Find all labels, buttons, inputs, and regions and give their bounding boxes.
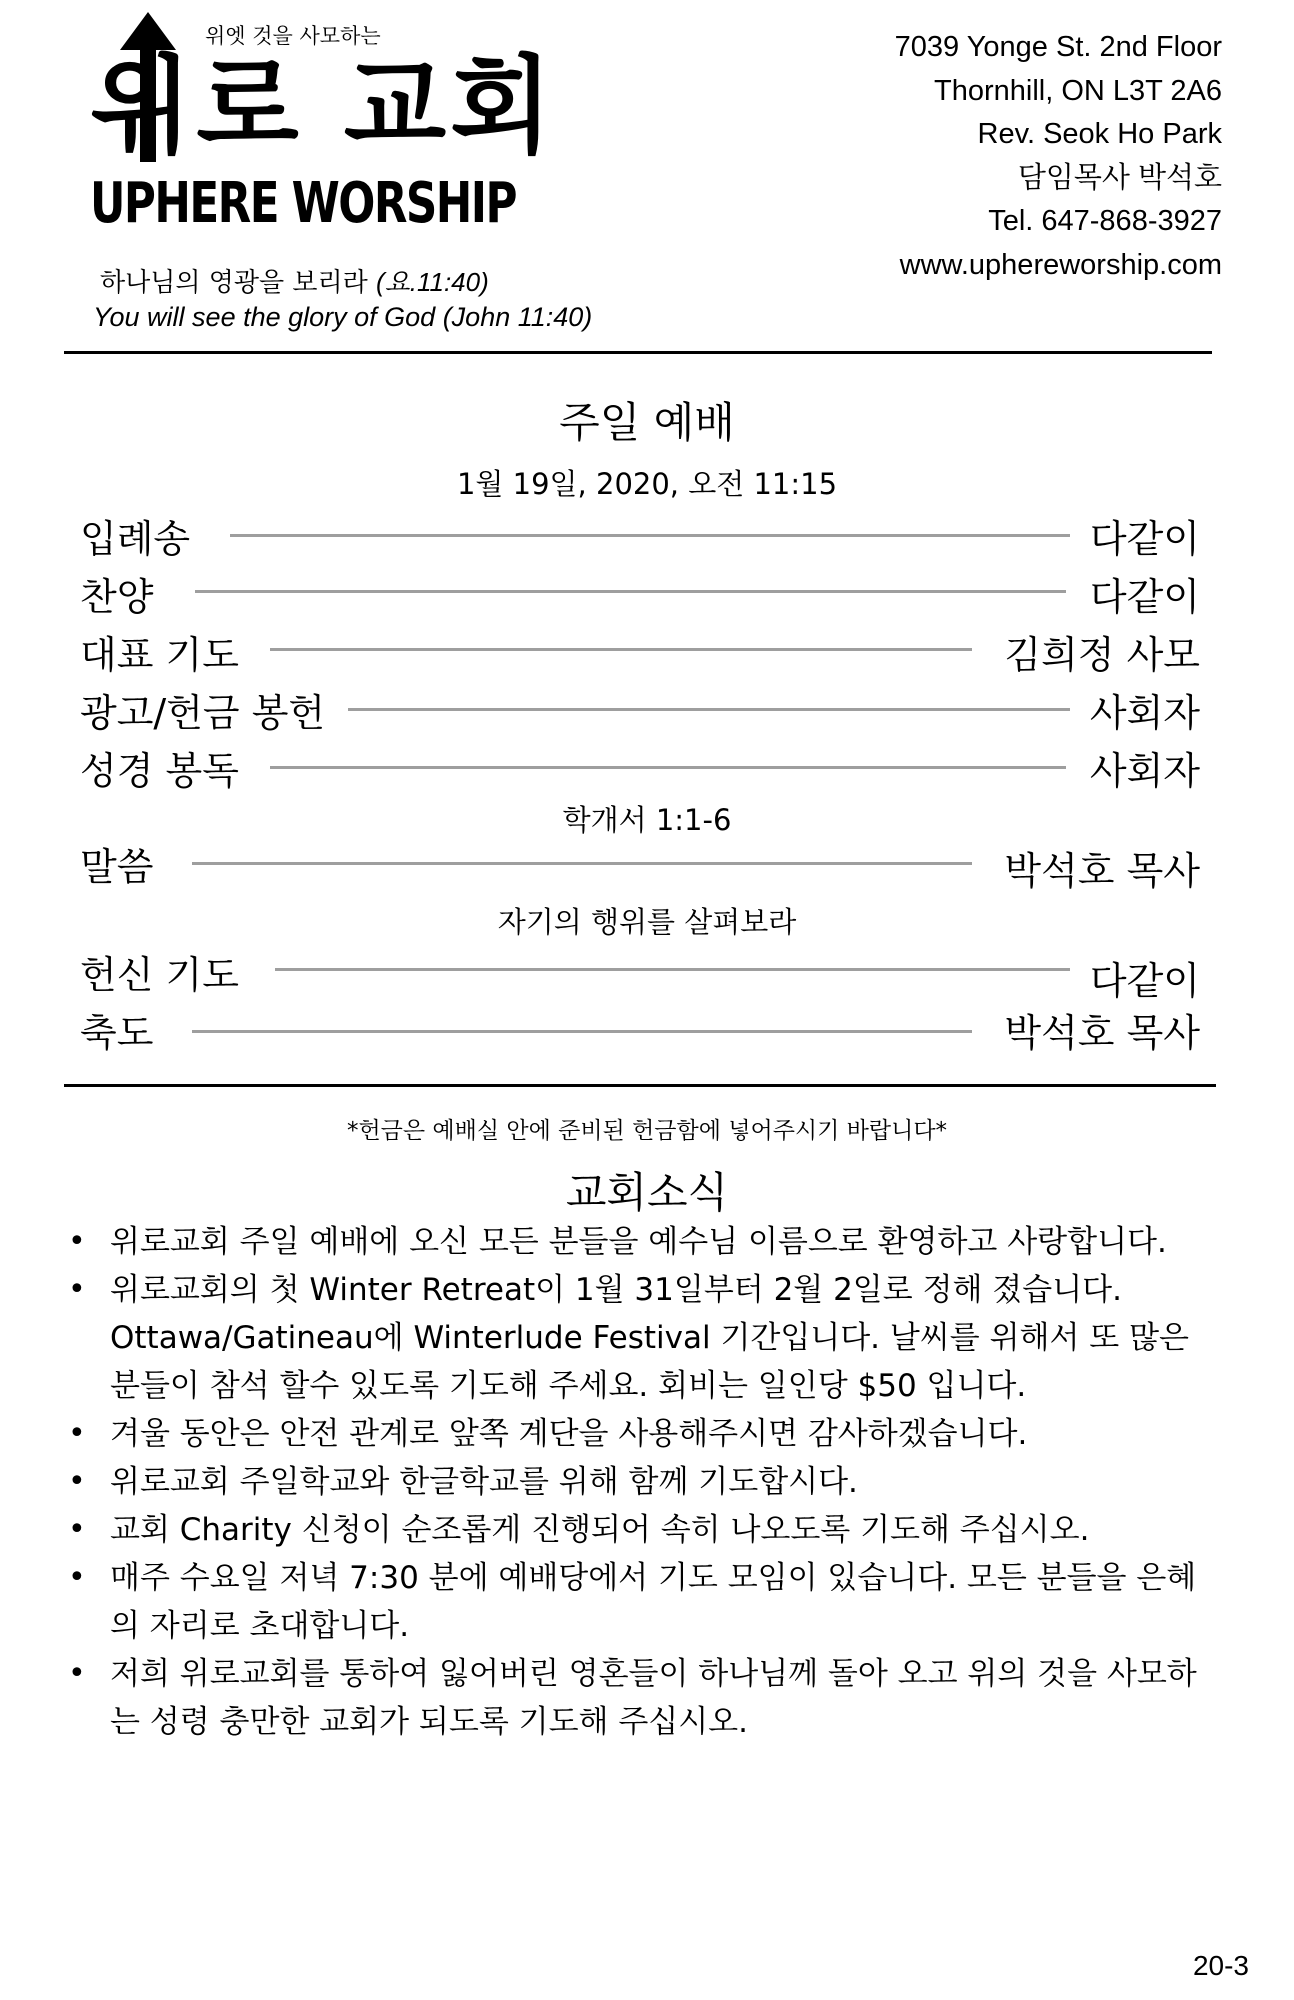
order-leader: 사회자 <box>1089 691 1200 735</box>
logo-korean: 위로 교회 <box>90 45 557 168</box>
header-divider <box>64 351 1212 354</box>
order-leader: 다같이 <box>1089 517 1200 561</box>
dotted-leader <box>275 968 1070 971</box>
dotted-leader <box>270 648 972 651</box>
order-row <box>80 944 1200 1003</box>
order-item: 광고/헌금 봉헌 <box>80 691 326 735</box>
order-leader: 박석호 목사 <box>1004 1011 1200 1055</box>
scripture-reference: 학개서 1:1-6 <box>562 803 732 837</box>
order-item: 헌신 기도 <box>80 953 239 997</box>
order-leader: 다같이 <box>1089 959 1200 1003</box>
news-item: • 매주 수요일 저녁 7:30 분에 예배당에서 기도 모임이 있습니다. 모든 분들을 은혜의 자리로 초대합니다. <box>66 1554 1226 1650</box>
dotted-leader <box>195 590 1066 593</box>
news-list <box>66 1218 1226 1746</box>
sermon-title: 자기의 행위를 살펴보라 <box>497 905 797 939</box>
service-datetime: 1월 19일, 2020, 오전 11:15 <box>456 467 838 501</box>
order-item: 찬양 <box>80 575 154 619</box>
order-row <box>80 1002 1200 1055</box>
service-title: 주일 예배 <box>559 398 735 447</box>
dotted-leader <box>230 534 1070 537</box>
news-item: • 겨울 동안은 안전 관계로 앞쪽 계단을 사용해주시면 감사하겠습니다. <box>66 1410 1226 1458</box>
theme-verse-korean-ref: (요.11:40) <box>375 267 489 297</box>
dotted-leader <box>270 766 1066 769</box>
address-line-street: 7039 Yonge St. 2nd Floor <box>894 31 1222 63</box>
news-title: 교회소식 <box>565 1168 729 1217</box>
offering-notice: *헌금은 예배실 안에 준비된 헌금함에 넣어주시기 바랍니다* <box>346 1118 948 1144</box>
order-row <box>80 624 1200 677</box>
church-address <box>895 26 1222 287</box>
news-item: • 위로교회 주일 예배에 오신 모든 분들을 예수님 이름으로 환영하고 사랑합니다. <box>66 1218 1226 1266</box>
address-line-city: Thornhill, ON L3T 2A6 <box>934 74 1222 107</box>
page-number: 20-3 <box>1192 1950 1249 1981</box>
tagline: 위엣 것을 사모하는 <box>205 24 381 48</box>
theme-verse-english: You will see the glory of God (John 11:40) <box>93 302 593 332</box>
order-item: 입례송 <box>80 517 191 561</box>
news-item: • 저희 위로교회를 통하여 잃어버린 영혼들이 하나님께 돌아 오고 위의 것을 사모하는 성령 충만한 교회가 되도록 기도해 주십시오. <box>66 1650 1226 1746</box>
order-divider <box>64 1084 1216 1087</box>
logo-english: UPHERE WORSHIP <box>90 171 516 236</box>
news-item: • 교회 Charity 신청이 순조롭게 진행되어 속히 나오도록 기도해 주십시오. <box>66 1506 1226 1554</box>
order-item: 대표 기도 <box>80 633 239 677</box>
address-line-pastor-ko: 담임목사 박석호 <box>1017 161 1222 194</box>
order-row <box>80 836 1200 893</box>
news-item: • 위로교회의 첫 Winter Retreat이 1월 31일부터 2월 2일로 정해 졌습니다. Ottawa/Gatineau에 Winterlude Festival 기간입니다. 날씨를 위해서 또 많은 분들이 참석 할수 있도록 기도해 주세요. 회비는 일인당 $50 입니다. <box>66 1266 1226 1410</box>
news-item: • 위로교회 주일학교와 한글학교를 위해 함께 기도합시다. <box>66 1458 1226 1506</box>
order-leader: 박석호 목사 <box>1004 849 1200 893</box>
order-row <box>80 508 1200 561</box>
order-row <box>80 682 1200 735</box>
dotted-leader <box>348 708 1070 711</box>
order-item: 성경 봉독 <box>80 749 239 793</box>
order-leader: 사회자 <box>1089 749 1200 793</box>
address-line-website: www.uphereworship.com <box>899 248 1222 281</box>
order-row <box>80 566 1200 619</box>
order-leader: 김희정 사모 <box>1004 633 1200 677</box>
address-line-phone: Tel. 647-868-3927 <box>988 205 1222 237</box>
dotted-leader <box>192 862 972 865</box>
order-leader: 다같이 <box>1089 575 1200 619</box>
dotted-leader <box>192 1030 972 1033</box>
theme-verse-korean-text: 하나님의 영광을 보리라 <box>100 268 368 298</box>
order-row <box>80 740 1200 793</box>
theme-verse-korean <box>100 262 489 299</box>
order-item: 축도 <box>80 1011 154 1055</box>
address-line-pastor-en: Rev. Seok Ho Park <box>977 118 1222 150</box>
order-item: 말씀 <box>80 845 154 889</box>
